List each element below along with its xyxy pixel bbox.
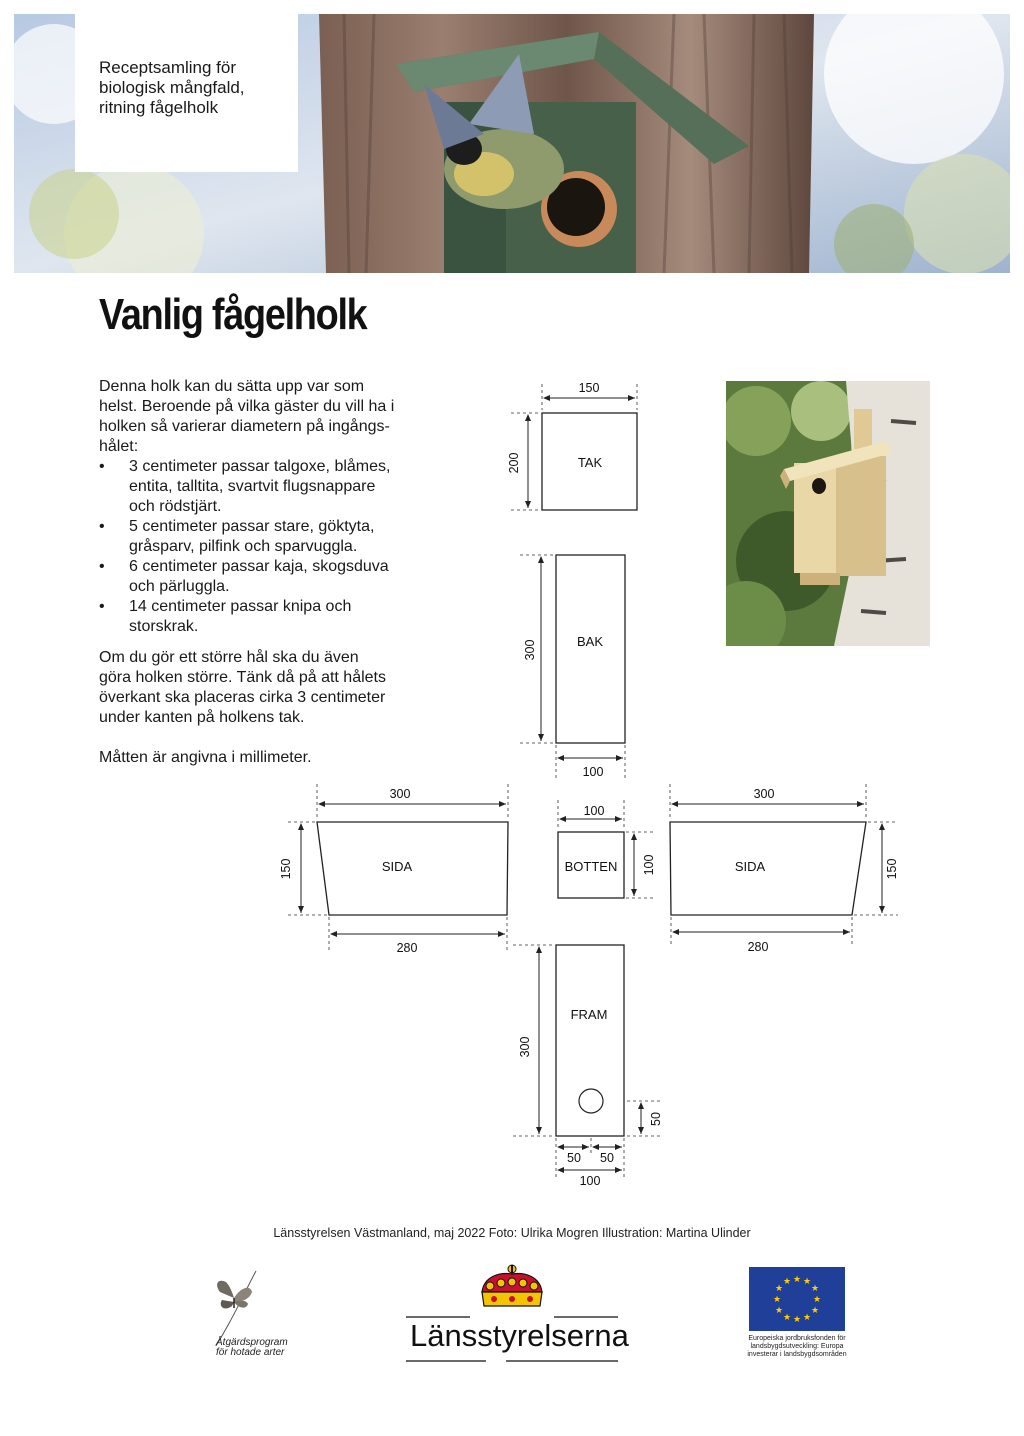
logo-text-line: investerar i landsbygdsområden (747, 1351, 847, 1358)
sida-right-bottom-dim: 280 (747, 940, 769, 954)
logo-text-line: landsbygdsutveckling: Europa (750, 1343, 844, 1350)
note-line: Om du gör ett större hål ska du även (99, 649, 359, 666)
svg-text:★: ★ (792, 1315, 802, 1325)
sida-right-top-dim: 300 (753, 787, 775, 801)
eu-text (745, 1335, 849, 1359)
series-label-line: ritning fågelholk (99, 98, 219, 117)
atgardsprogram-logo (200, 1266, 300, 1366)
botten-width-dim: 100 (583, 804, 605, 818)
lansstyrelserna-wordmark: Länsstyrelserna (410, 1318, 629, 1353)
sida-left-bottom-dim: 280 (396, 941, 418, 955)
list-item-line: gråsparv, pilfink och sparvuggla. (129, 538, 358, 555)
list-item-line: • 5 centimeter passar stare, göktyta, (129, 518, 375, 535)
fram-width-dim: 100 (579, 1174, 601, 1188)
credits: Länsstyrelsen Västmanland, maj 2022 Foto: Ulrika Mogren Illustration: Martina Ulinder (273, 1226, 751, 1240)
botten-height-dim: 100 (642, 854, 656, 876)
panel-bak-label: BAK (576, 634, 604, 649)
intro-line: holken så varierar diametern på ingångs- (99, 418, 390, 435)
atgardsprogram-text (216, 1338, 288, 1358)
panel-sida-right-label: SIDA (734, 859, 766, 874)
panel-fram-label: FRAM (570, 1007, 608, 1022)
sida-right-height-dim: 150 (885, 858, 899, 880)
intro-line: hålet: (99, 438, 139, 455)
svg-text:★: ★ (810, 1306, 820, 1316)
entrance-hole (579, 1089, 603, 1113)
list-item-line: och rödstjärt. (129, 498, 222, 515)
svg-text:★: ★ (810, 1284, 820, 1294)
panel-sida-right-outline (670, 822, 866, 915)
list-item-line: och pärluggla. (129, 578, 230, 595)
logo-text-line: för hotade arter (216, 1347, 285, 1358)
panel-sida-left-outline (317, 822, 508, 915)
list-item-line: • 3 centimeter passar talgoxe, blåmes, (129, 458, 391, 475)
list-item-line: entita, talltita, svartvit flugsnappare (129, 478, 376, 495)
intro-line: Denna holk kan du sätta upp var som (99, 378, 365, 395)
fram-hole-height-dim: 50 (649, 1112, 663, 1126)
list-item-line: • 6 centimeter passar kaja, skogsduva (129, 558, 389, 575)
list-item-line: • 14 centimeter passar knipa och (129, 598, 352, 615)
panel-fram (513, 945, 663, 1188)
svg-text:★: ★ (774, 1284, 784, 1294)
logo-text-line: Europeiska jordbruksfonden för (748, 1335, 846, 1342)
fram-height-dim: 300 (518, 1036, 532, 1058)
series-label-line: biologisk mångfald, (99, 78, 245, 97)
series-label-line: Receptsamling för (99, 58, 237, 77)
svg-text:★: ★ (802, 1313, 812, 1323)
list-item-line: storskrak. (129, 618, 199, 635)
panel-bak-outline (556, 555, 625, 743)
lansstyrelserna-logo (404, 1262, 629, 1366)
fram-left-half-dim: 50 (567, 1151, 581, 1165)
intro-line: helst. Beroende på vilka gäster du vill ha i (99, 398, 395, 415)
fram-right-half-dim: 50 (600, 1151, 614, 1165)
panel-bak (520, 555, 625, 779)
panel-sida-right (670, 784, 899, 954)
svg-text:★: ★ (792, 1275, 802, 1285)
tak-height-dim: 200 (507, 452, 521, 474)
panel-sida-left-label: SIDA (381, 859, 413, 874)
tak-width-dim: 150 (578, 381, 600, 395)
bak-width-dim: 100 (582, 765, 604, 779)
note-line: överkant ska placeras cirka 3 centimeter (99, 689, 386, 706)
sida-left-top-dim: 300 (389, 787, 411, 801)
svg-text:★: ★ (812, 1295, 822, 1305)
panel-sida-left (279, 784, 508, 955)
svg-text:★: ★ (772, 1295, 782, 1305)
svg-text:★: ★ (782, 1313, 792, 1323)
sida-left-height-dim: 150 (279, 858, 293, 880)
panel-tak-label: TAK (577, 455, 603, 470)
logo-text-line: Åtgärdsprogram (216, 1337, 288, 1348)
eu-logo (745, 1267, 849, 1367)
note-line: göra holken större. Tänk då på att hålets (99, 669, 386, 686)
panel-tak (507, 381, 637, 510)
panel-botten-label: BOTTEN (564, 859, 618, 874)
page-title: Vanlig fågelholk (99, 290, 367, 339)
panel-botten (558, 800, 656, 898)
svg-text:★: ★ (782, 1277, 792, 1287)
svg-text:★: ★ (802, 1277, 812, 1287)
svg-text:★: ★ (774, 1306, 784, 1316)
note-line: under kanten på holkens tak. (99, 709, 305, 726)
units-note: Måtten är angivna i millimeter. (99, 749, 312, 766)
bak-height-dim: 300 (523, 639, 537, 661)
butterfly-icon (200, 1266, 300, 1346)
eu-flag-icon (745, 1267, 849, 1333)
